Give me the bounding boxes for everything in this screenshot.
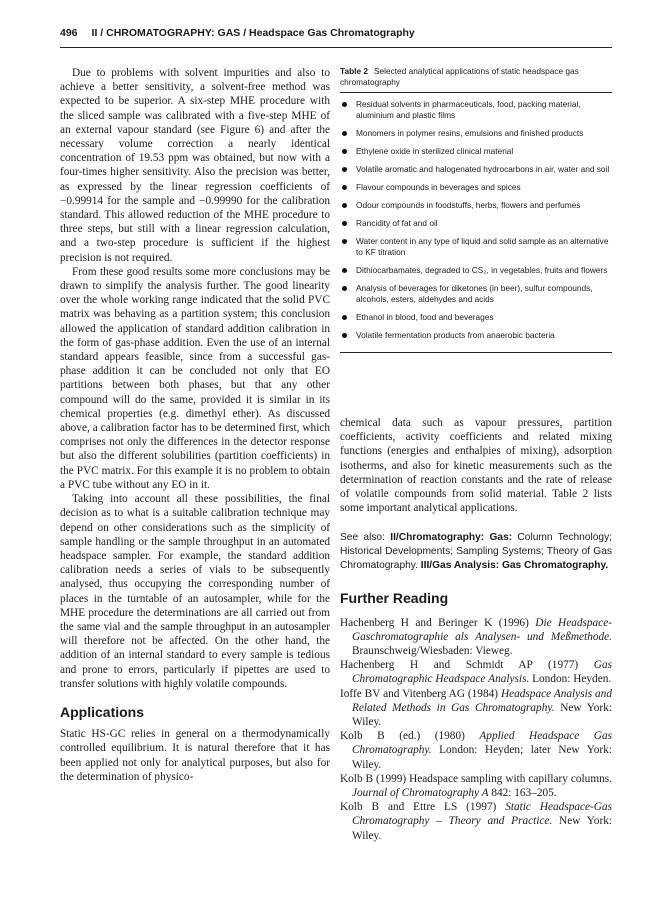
page-number: 496 (60, 27, 78, 39)
ref-publisher: New York: Wiley. (352, 701, 612, 729)
see-also-label: See also: (340, 532, 385, 544)
ref-publisher: London: Heyden. (529, 673, 612, 686)
ref-authors: Kolb B (ed.) (1980) (340, 730, 480, 743)
reference-item (340, 772, 612, 800)
ref-publisher: London: Heyden; later New York: Wiley. (352, 744, 612, 771)
table-list (340, 93, 612, 352)
list-item (340, 283, 612, 305)
section-heading-applications: Applications (60, 703, 145, 720)
left-column (60, 66, 330, 784)
table-2 (340, 66, 612, 353)
ref-publisher: 842: 163–205. (488, 787, 557, 800)
further-reading (340, 591, 612, 842)
list-item-text: Flavour compounds in beverages and spices (356, 182, 521, 192)
running-title: II / CHROMATOGRAPHY: GAS / Headspace Gas Chromatography (91, 27, 415, 39)
list-item (340, 128, 612, 139)
body-paragraph: From these good results some more conclusions may be drawn to simplify the analysis further. The good linearity over the whole working range indicated that the solid PVC matrix was behaving as a partition system; this conclusion allowed the application of standard addition calibration in the form of gas-phase addition. Even the use of an internal standard appears feasible, since from a successful gas-phase addition it can be concluded not only that EO partitions between both phases, but that any other compound will do the same, provided it is similar in its chemical properties (e.g. dimethyl ether). As discussed above, a calibration factor has to be determined first, which comprises not only the differences in the detector response but also the different solubilities (partition coefficients) in the PVC matrix. For this example it is no problem to obtain a PVC tube without any EO in it. (60, 265, 330, 491)
body-paragraph: Due to problems with solvent impurities and also to achieve a better sensitivity, a solvent-free method was expected to be superior. A six-step MHE procedure with the sliced sample was calibrated with a five-step MHE of an external vapour standard (see Figure 6) and after the necessary volume correction a nearly identical concentration of 19.53 ppm was obtained, but now with a four-times higher sensitivity. Also the precision was better, as expressed by the linear regression coefficients of −0.99914 for the sample and −0.99990 for the calibration standard. This allowed reduction of the MHE procedure to three steps, but still with a linear regression calculation, and a two-step procedure is sufficient if the highest precision is not required. (60, 67, 330, 264)
list-item (340, 236, 612, 258)
reference-item (340, 800, 612, 843)
list-item (340, 182, 612, 193)
list-item-text: Residual solvents in pharmaceuticals, food, packing material, aluminium and plastic films (356, 99, 581, 120)
ref-title: Gas Chromatographic Headspace Analysis. (352, 659, 612, 686)
list-item-text: Odour compounds in foodstuffs, herbs, flowers and perfumes (356, 200, 581, 210)
ref-title: Headspace Analysis and Related Methods in Gas Chromatography. (352, 687, 612, 714)
bullet-icon (342, 203, 347, 208)
list-item-text: Dithiocarbamates, degraded to CS₂, in vegetables, fruits and flowers (356, 265, 608, 275)
list-item-text: Volatile aromatic and halogenated hydrocarbons in air, water and soil (356, 164, 610, 174)
list-item (340, 146, 612, 157)
bullet-icon (342, 185, 347, 190)
list-item (340, 265, 612, 276)
ref-title: Static Headspace-Gas Chromatography – Theory and Practice. (352, 801, 613, 828)
ref-authors: Kolb B (1999) Headspace sampling with capillary columns. (340, 772, 612, 785)
bullet-icon (342, 131, 347, 136)
list-item-text: Analysis of beverages for diketones (in beer), sulfur compounds, alcohols, esters, aldehydes and acids (356, 283, 593, 304)
ref-title: Journal of Chromatography A (352, 787, 489, 800)
body-paragraph: chemical data such as vapour pressures, partition coefficients, activity coefficients and related mixing functions (energies and enthalpies of mixing), adsorption isotherms, and also for kinetic measurements such as the determination of reaction constants and the rate of release of volatile compounds from solid material. Table 2 lists some important analytical applications. (340, 417, 612, 515)
body-paragraph: Static HS-GC relies in general on a thermodynamically controlled equilibrium. It is natural therefore that it has been applied not only for analytical purposes, but also for the determination of physico- (60, 728, 330, 783)
ref-authors: Hachenberg H and Beringer K (1996) (340, 616, 536, 629)
list-item (340, 218, 612, 229)
section-heading-further-reading: Further Reading (340, 590, 449, 607)
ref-title: Die Headspace-Gaschromatographie als Analysen- und Meßmethode. (352, 616, 612, 643)
see-also-link[interactable]: II/Chromatography: Gas: (390, 532, 513, 544)
bullet-icon (342, 268, 347, 273)
see-also (340, 531, 612, 573)
list-item (340, 164, 612, 175)
list-item-text: Water content in any type of liquid and solid sample as an alternative to KF titration (356, 236, 609, 257)
ref-title: Applied Headspace Gas Chromatography. (352, 730, 612, 757)
ref-authors: Kolb B and Ettre LS (1997) (340, 801, 506, 814)
right-column (340, 416, 612, 843)
list-item-text: Ethylene oxide in sterilized clinical material (356, 146, 514, 156)
table-caption (340, 66, 612, 88)
ref-publisher: Braunschweig/Wiesbaden: Vieweg. (352, 645, 513, 658)
bullet-icon (342, 315, 347, 320)
table-bottom-rule (340, 352, 612, 353)
table-label: Table 2 (340, 66, 368, 76)
bullet-icon (342, 239, 347, 244)
table-caption-text: Selected analytical applications of static headspace gas chromatography (340, 66, 579, 87)
reference-item (340, 658, 612, 686)
list-item-text: Ethanol in blood, food and beverages (356, 312, 494, 322)
see-also-link[interactable]: III/Gas Analysis: Gas Chromatography. (420, 560, 609, 572)
bullet-icon (342, 333, 347, 338)
list-item (340, 99, 612, 121)
reference-item (340, 687, 612, 730)
reference-item (340, 729, 612, 772)
bullet-icon (342, 286, 347, 291)
reference-list (340, 616, 612, 843)
bullet-icon (342, 167, 347, 172)
body-paragraph: Taking into account all these possibilities, the final decision as to what is a suitable calibration technique may depend on other considerations such as the simplicity of sample handling or the sample throughput in an automated headspace sampler. For example, the standard addition calibration needs a series of vials to be subsequently analysed, thus occupying the corresponding number of places in the turntable of an autosampler, while for the MHE procedure the determinations are all carried out from the same vial and the sample throughput in an autosampler will therefore not be affected. On the other hand, the addition of an internal standard to every sample is tedious and prone to errors, particularly if pipettes are used to transfer solutions with highly volatile compounds. (60, 493, 330, 690)
bullet-icon (342, 149, 347, 154)
see-also-topics[interactable]: Column Technology; Historical Developments; Sampling Systems; Theory of Gas Chromatography. (340, 532, 612, 572)
list-item (340, 200, 612, 211)
bullet-icon (342, 221, 347, 226)
ref-publisher: New York: Wiley. (352, 815, 612, 842)
list-item (340, 330, 612, 341)
ref-authors: Ioffe BV and Vitenberg AG (1984) (340, 687, 501, 700)
list-item-text: Monomers in polymer resins, emulsions and finished products (356, 128, 584, 138)
ref-authors: Hachenberg H and Schmidt AP (1977) (340, 659, 594, 672)
list-item (340, 312, 612, 323)
bullet-icon (342, 102, 347, 107)
reference-item (340, 616, 612, 659)
list-item-text: Rancidity of fat and oil (356, 218, 438, 228)
list-item-text: Volatile fermentation products from anaerobic bacteria (356, 330, 555, 340)
running-header (60, 27, 612, 48)
